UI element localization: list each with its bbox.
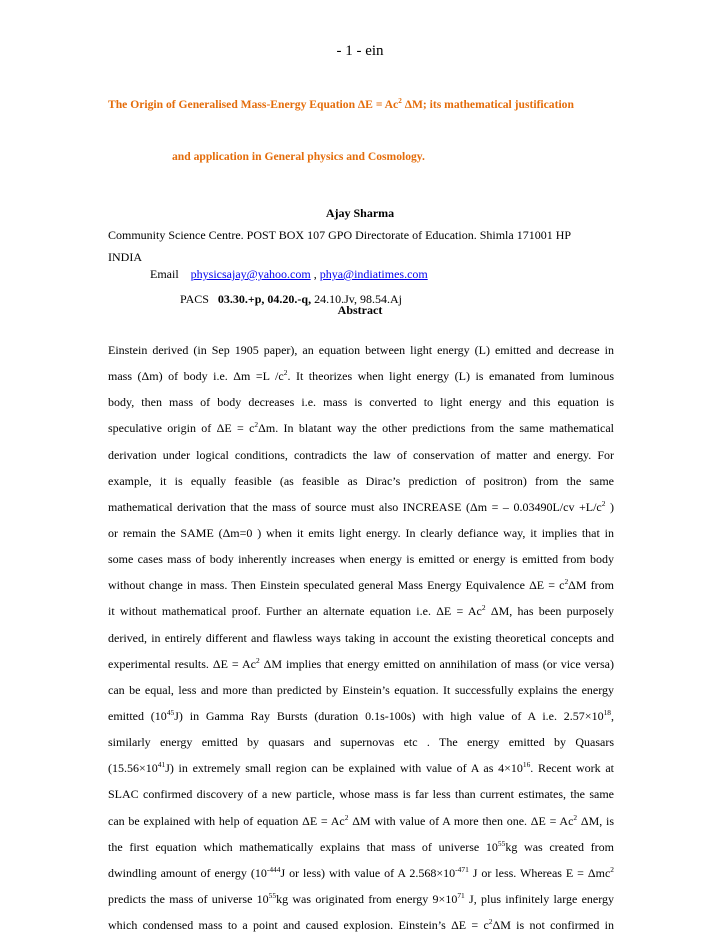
abstract-line: or remain the SAME (Δm=0 ) when it emits light energy. In clearly defiance way, it implies that in — [108, 525, 614, 540]
paper-title-line-2: and application in General physics and Cosmology. — [172, 150, 425, 163]
abstract-line: the first equation which mathematically explains that mass of universe $10^{55}kg$ was created from — [108, 838, 614, 854]
title-superscript: 2 — [398, 97, 402, 106]
abstract-line: body, then mass of body decreases i.e. mass is converted to light energy and this equation is — [108, 395, 614, 410]
abstract-line: Einstein derived (in Sep 1905 paper), an equation between light energy (L) emitted and decrease in — [108, 343, 614, 357]
abstract-line: mathematical derivation that the mass of source must also INCREASE (Δm = – $0.03490L/cv +L/c^2$ ) — [108, 498, 615, 514]
abstract-line: derived, in entirely different and flawless ways taking in account the existing theoretical concepts and — [108, 630, 614, 645]
title-part-b: ΔM; its mathematical justification — [401, 98, 574, 111]
abstract-body — [108, 337, 614, 938]
abstract-line: it without mathematical proof. Further an alternate equation i.e. $\Delta E = Ac^2$ ΔM, has been purposely — [108, 603, 614, 619]
page-header — [0, 43, 720, 60]
email-link-2[interactable]: phya@indiatimes.com — [319, 267, 428, 281]
abstract-line: experimental results. $\Delta E = Ac^2$ ΔM implies that energy emitted on annihilation of mass (or vice versa) — [108, 655, 614, 671]
abstract-line: derivation under logical conditions, contradicts the law of conservation of matter and energy. For — [108, 447, 614, 462]
abstract-line: example, it is equally feasible (as feasible as Dirac’s prediction of positron) from the same — [108, 473, 614, 488]
pacs-label: PACS — [180, 292, 209, 306]
author-affiliation — [108, 224, 628, 268]
abstract-heading: Abstract — [337, 303, 383, 317]
abstract-line: which condensed mass to a point and caused explosion. Einstein’s $\Delta E = c^2\Delta M$ is not confirmed in — [108, 917, 614, 933]
abstract-line: dwindling amount of energy ($10^{-444}J$ or less) with value of A $2.568\times 10^{-471}$ J or less. Whereas E = Δmc$^2$ — [108, 864, 614, 880]
abstract-line: emitted $(10^{45}J)$ in Gamma Ray Bursts (duration 0.1s-100s) with high value of A i.e. $2.57\times 10^{18}$, — [108, 707, 615, 723]
affiliation-line-1: Community Science Centre. POST BOX 107 GPO Directorate of Education. Shimla 171001 HP — [108, 228, 572, 242]
abstract-line: SLAC confirmed discovery of a new particle, whose mass is far less than current estimates, the same — [108, 787, 614, 802]
abstract-line: some cases mass of body inherently increases when energy is emitted or energy is emitted from body — [108, 552, 614, 567]
affiliation-line-2: INDIA — [108, 250, 142, 264]
running-head: ein — [365, 43, 384, 59]
abstract-line: $(15.56\times 10^{41}J)$ in extremely small region can be explained with value of A as $4\times 10^{16}$. Recent work at — [108, 760, 614, 776]
author-name: Ajay Sharma — [325, 206, 395, 220]
email-line — [150, 267, 428, 282]
abstract-line: mass (Δm) of body i.e. Δm =L $/c^2$. It theorizes when light energy (L) is emanated from luminous — [108, 368, 615, 384]
pacs-codes-rest: 24.10.Jv, 98.54.Aj — [311, 292, 402, 306]
abstract-line: can be equal, less and more than predicted by Einstein’s equation. It successfully explains the energy — [108, 682, 614, 697]
paper-title-line-1 — [108, 98, 648, 111]
abstract-line: predicts the mass of universe $10^{55}kg$ was originated from energy $9\times 10^{71}$ J, plus infinitely large energy — [108, 890, 614, 906]
email-link-1[interactable]: physicsajay@yahoo.com — [190, 267, 311, 281]
title-part-a: The Origin of Generalised Mass-Energy Equation ΔE = Ac — [108, 98, 399, 111]
abstract-line: similarly energy emitted by quasars and supernovas etc . The energy emitted by Quasars — [108, 735, 614, 750]
abstract-line: speculative origin of $\Delta E = c^2\Delta m$. In blatant way the other predictions from the same mathematical — [108, 420, 615, 436]
email-separator: , — [310, 267, 320, 281]
abstract-line: without change in mass. Then Einstein speculated general Mass Energy Equivalence $\Delta E = c^2\Delta M$ from — [108, 577, 614, 593]
abstract-line: can be explained with help of equation $\Delta E = Ac^2$ ΔM with value of A more then one. $\Delta E = Ac^2$ ΔM, is — [108, 812, 614, 828]
email-label: Email — [150, 267, 179, 281]
page-number: - 1 - — [336, 43, 362, 59]
pacs-codes-bold: 03.30.+p, 04.20.-q, — [217, 292, 312, 306]
